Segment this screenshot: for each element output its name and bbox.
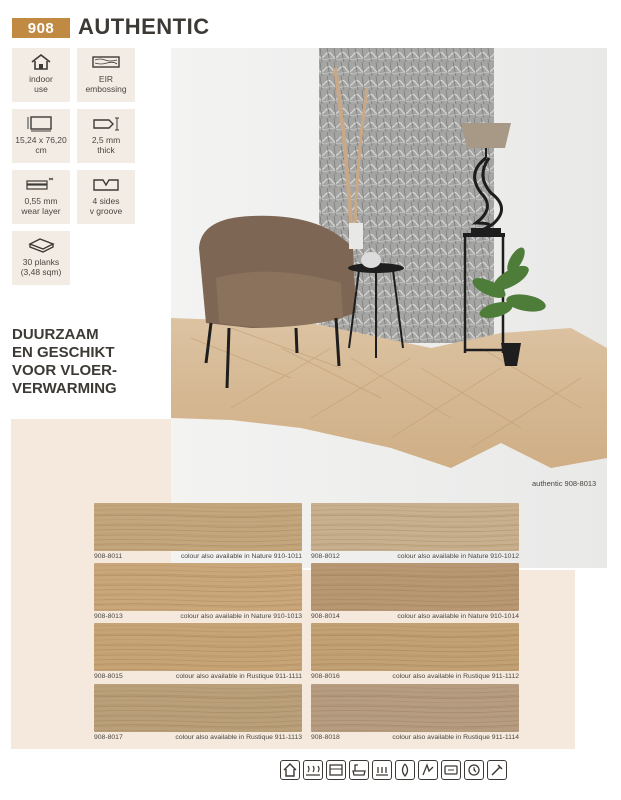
spec-plank-size [12, 109, 70, 163]
swatch-label [94, 734, 302, 741]
spec-label-line2: thick [97, 145, 115, 155]
radiant-heating-icon [372, 760, 392, 780]
tagline-line: VERWARMING [12, 380, 117, 397]
bathroom-icon [349, 760, 369, 780]
plank-size-icon [26, 114, 56, 132]
thickness-icon [91, 114, 121, 132]
swatch-code: 908-8013 [94, 613, 123, 620]
spec-v-groove [77, 170, 135, 224]
wet-room-icon [418, 760, 438, 780]
feature-icons-row [280, 760, 507, 780]
swatch-availability-note: colour also available in Rustique 911-1111 [175, 673, 302, 680]
collection-number-badge: 908 [12, 18, 70, 38]
spec-label-line2: embossing [85, 84, 127, 94]
tagline [12, 326, 162, 398]
swatch-code: 908-8016 [311, 673, 340, 680]
spec-label-line2: v groove [89, 206, 123, 216]
swatch-code: 908-8011 [94, 553, 123, 560]
photo-caption: authentic 908-8013 [532, 479, 597, 488]
spec-label-line1: indoor [29, 74, 53, 84]
spec-package [12, 231, 70, 285]
house-icon [30, 53, 52, 71]
spec-label-line2: wear layer [21, 206, 61, 216]
spec-label-line1: EIR [98, 74, 114, 84]
color-swatch [94, 503, 302, 551]
indoor-use-icon [280, 760, 300, 780]
swatch-label [311, 734, 519, 741]
color-swatch [311, 684, 519, 732]
swatch-availability-note: colour also available in Rustique 911-1112 [392, 673, 519, 680]
swatch-label [311, 553, 519, 560]
kitchen-icon [326, 760, 346, 780]
collection-title: AUTHENTIC [78, 14, 210, 39]
swatch-label [311, 673, 519, 680]
color-swatch [311, 623, 519, 671]
spec-label-line1: 30 planks [22, 257, 60, 267]
swatch-availability-note: colour also available in Rustique 911-1113 [175, 734, 302, 741]
spec-label-line1: 15,24 x 76,20 [15, 135, 67, 145]
swatch-code: 908-8014 [311, 613, 340, 620]
swatch-code: 908-8017 [94, 734, 123, 741]
color-swatch [94, 563, 302, 611]
swatch-availability-note: colour also available in Nature 910-1011 [180, 553, 302, 560]
spec-label-line1: 2,5 mm [91, 135, 121, 145]
spec-wear-layer [12, 170, 70, 224]
room-photo [171, 48, 607, 568]
v-groove-icon [91, 175, 121, 193]
spec-label-line1: 0,55 mm [24, 196, 58, 206]
color-swatch [94, 623, 302, 671]
swatch-label [94, 553, 302, 560]
spec-label-line2: (3,48 sqm) [20, 267, 62, 277]
swatch-availability-note: colour also available in Nature 910-1013 [180, 613, 302, 620]
swatch-code: 908-8018 [311, 734, 340, 741]
underfloor-heating-icon [303, 760, 323, 780]
tagline-line: DUURZAAM [12, 326, 99, 343]
embossing-icon [91, 53, 121, 71]
swatch-label [311, 613, 519, 620]
swatch-availability-note: colour also available in Nature 910-1014 [397, 613, 519, 620]
swatch-availability-note: colour also available in Nature 910-1012 [397, 553, 519, 560]
tagline-line: VOOR VLOER- [12, 362, 118, 379]
spec-indoor-use [12, 48, 70, 102]
click-system-icon [441, 760, 461, 780]
cleaning-icon [464, 760, 484, 780]
spec-label-line2: cm [35, 145, 47, 155]
swatch-code: 908-8015 [94, 673, 123, 680]
swatch-availability-note: colour also available in Rustique 911-1114 [392, 734, 519, 741]
swatch-label [94, 613, 302, 620]
fire-resistance-icon [395, 760, 415, 780]
color-swatch [311, 563, 519, 611]
color-swatch [94, 684, 302, 732]
planks-stack-icon [26, 236, 56, 254]
color-swatch [311, 503, 519, 551]
swatch-label [94, 673, 302, 680]
swatch-code: 908-8012 [311, 553, 340, 560]
repair-icon [487, 760, 507, 780]
tagline-line: EN GESCHIKT [12, 344, 115, 361]
wear-layer-icon [24, 175, 58, 193]
spec-thickness [77, 109, 135, 163]
spec-label-line1: 4 sides [92, 196, 120, 206]
spec-label-line2: use [34, 84, 48, 94]
spec-embossing [77, 48, 135, 102]
